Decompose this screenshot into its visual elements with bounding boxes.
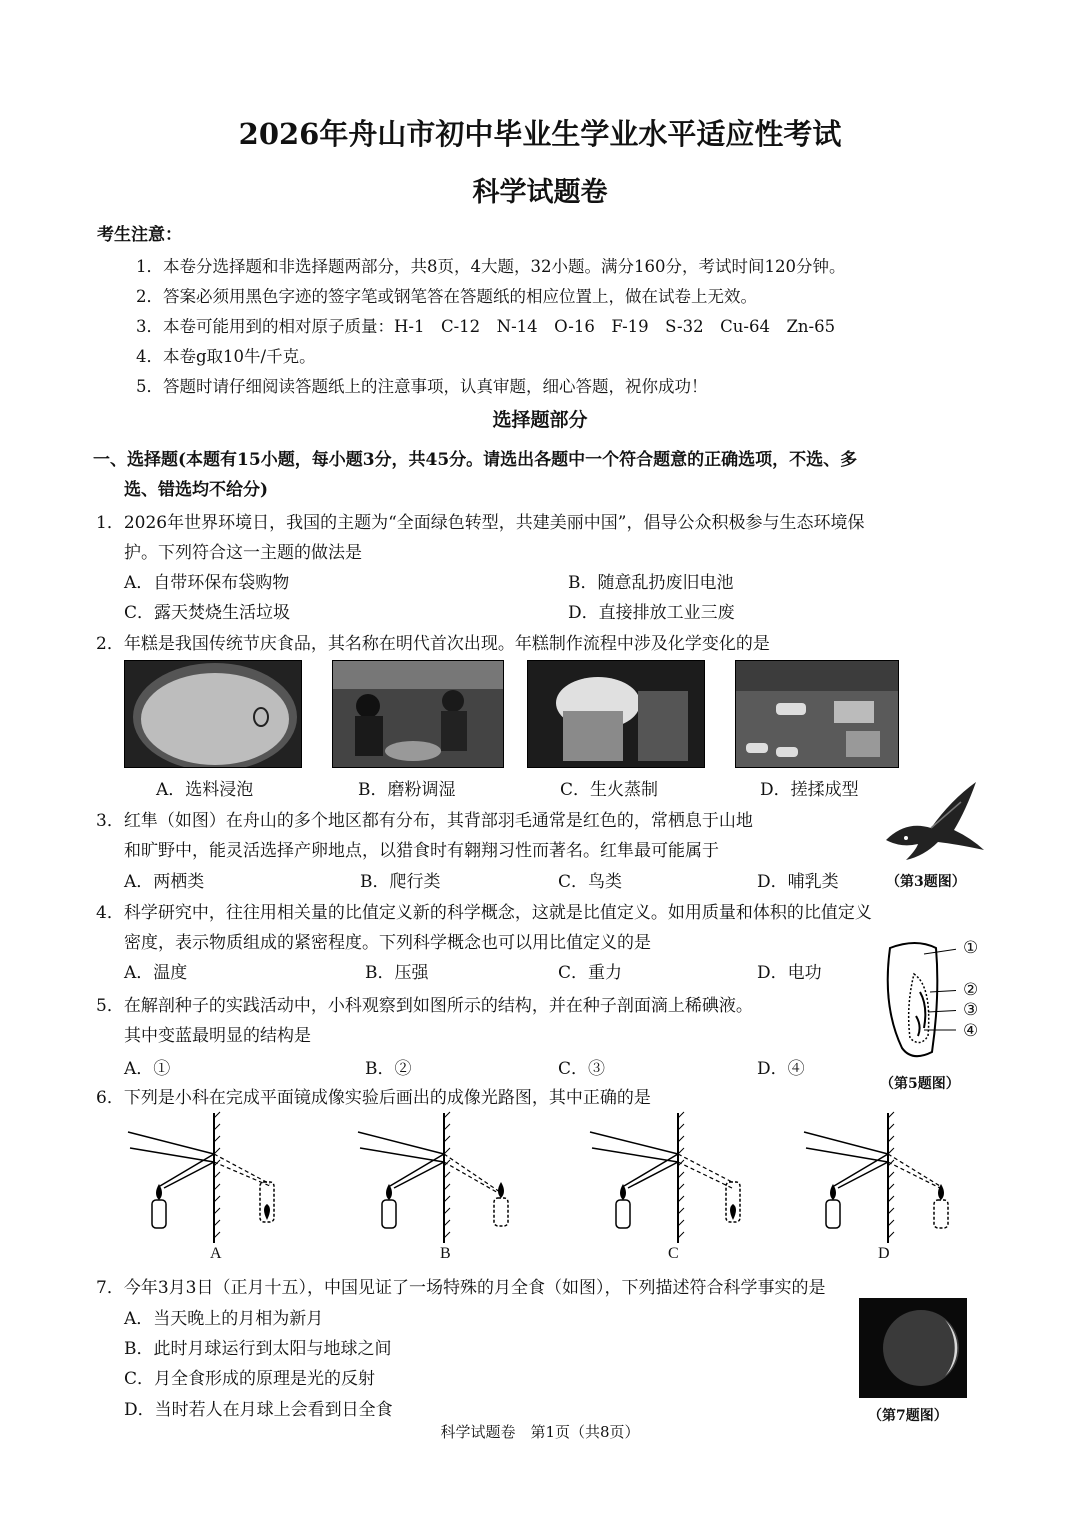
q6-label-b: B — [440, 1245, 451, 1262]
q6-label-a: A — [210, 1245, 222, 1262]
seed-label-4: ④ — [963, 1021, 979, 1041]
seed-label-2: ② — [963, 980, 979, 1000]
q3-option-d: D．哺乳类 — [757, 872, 839, 892]
q7-option-a: A．当天晚上的月相为新月 — [124, 1309, 324, 1329]
q1-option-c: C．露天焚烧生活垃圾 — [124, 603, 291, 623]
q4-stem-cont: 密度，表示物质组成的紧密程度。下列科学概念也可以用比值定义的是 — [124, 933, 651, 953]
q7-option-d: D．当时若人在月球上会看到日全食 — [124, 1400, 393, 1420]
q5-stem: 5．在解剖种子的实践活动中，小科观察到如图所示的结构，并在种子剖面滴上稀碘液。 — [96, 996, 753, 1016]
q1-option-a: A．自带环保布袋购物 — [124, 573, 290, 593]
q2-photo-b — [332, 660, 504, 768]
q4-option-b: B．压强 — [365, 963, 429, 983]
q3-option-a: A．两栖类 — [124, 872, 205, 892]
q5-option-d: D．④ — [757, 1059, 805, 1079]
q6-stem: 6．下列是小科在完成平面镜成像实验后画出的成像光路图，其中正确的是 — [96, 1088, 651, 1108]
q2-option-d: D．搓揉成型 — [760, 780, 859, 800]
q5-option-b: B．② — [365, 1059, 412, 1079]
q6-optics-diagram-d — [800, 1108, 980, 1248]
seed-label-1: ① — [963, 938, 979, 958]
q3-stem-cont: 和旷野中，能灵活选择产卵地点，以猎食时有翱翔习性而著名。红隼最可能属于 — [124, 841, 719, 861]
q3-figure-caption: （第3题图） — [886, 874, 966, 890]
q6-optics-diagram-b — [350, 1108, 530, 1248]
notice-heading: 考生注意： — [97, 225, 182, 245]
q2-stem: 2．年糕是我国传统节庆食品，其名称在明代首次出现。年糕制作流程中涉及化学变化的是 — [96, 634, 770, 654]
q3-option-b: B．爬行类 — [360, 872, 441, 892]
q5-option-c: C．③ — [558, 1059, 606, 1079]
q7-stem: 7．今年3月3日（正月十五），中国见证了一场特殊的月全食（如图），下列描述符合科学事实的是 — [96, 1278, 826, 1298]
q7-option-b: B．此时月球运行到太阳与地球之间 — [124, 1339, 392, 1359]
exam-subtitle: 科学试题卷 — [472, 177, 608, 208]
part-one-heading: 一、选择题(本题有15小题，每小题3分，共45分。请选出各题中一个符合题意的正确选项，不选、多 — [93, 450, 858, 470]
q2-option-b: B．磨粉调湿 — [358, 780, 456, 800]
q7-figure-caption: （第7题图） — [868, 1408, 948, 1424]
section-title: 选择题部分 — [492, 409, 588, 431]
part-one-heading-cont: 选、错选均不给分) — [124, 480, 269, 500]
q2-option-a: A．选料浸泡 — [156, 780, 254, 800]
q6-optics-diagram-c — [580, 1108, 760, 1248]
lunar-eclipse-image — [859, 1298, 967, 1398]
grinding-flour-image — [333, 661, 503, 767]
steaming-image — [528, 661, 704, 767]
notice-item: 4．本卷g取10牛/千克。 — [136, 347, 316, 366]
notice-item: 3．本卷可能用到的相对原子质量：H-1 C-12 N-14 O-16 F-19 S-32 Cu-64 Zn-65 — [136, 317, 836, 336]
q3-stem: 3．红隼（如图）在舟山的多个地区都有分布，其背部羽毛通常是红色的，常栖息于山地 — [96, 811, 753, 831]
kneading-image — [736, 661, 898, 767]
seed-label-3: ③ — [963, 1000, 979, 1020]
q4-stem: 4．科学研究中，往往用相关量的比值定义新的科学概念，这就是比值定义。如用质量和体积的比值定义 — [96, 903, 872, 923]
q1-option-b: B．随意乱扔废旧电池 — [568, 573, 734, 593]
q7-option-c: C．月全食形成的原理是光的反射 — [124, 1369, 376, 1389]
notice-item: 1．本卷分选择题和非选择题两部分，共8页，4大题，32小题。满分160分，考试时间120分钟。 — [136, 257, 846, 276]
q6-label-c: C — [668, 1245, 679, 1262]
seed-diagram-icon — [876, 936, 956, 1064]
q6-optics-diagram-a — [120, 1108, 300, 1248]
q1-stem: 1．2026年世界环境日，我国的主题为“全面绿色转型，共建美丽中国”，倡导公众积极参与生态环境保 — [96, 513, 865, 533]
q1-stem-cont: 护。下列符合这一主题的做法是 — [124, 543, 362, 563]
q5-option-a: A．① — [124, 1059, 171, 1079]
q5-stem-cont: 其中变蓝最明显的结构是 — [124, 1026, 311, 1046]
kestrel-bird-icon — [876, 780, 986, 866]
exam-title: 2026年舟山市初中毕业生学业水平适应性考试 — [238, 117, 842, 151]
q5-figure-caption: （第5题图） — [880, 1076, 960, 1092]
q2-photo-d — [735, 660, 899, 768]
soaking-rice-image — [125, 661, 301, 767]
notice-item: 2．答案必须用黑色字迹的签字笔或钢笔答在答题纸的相应位置上，做在试卷上无效。 — [136, 287, 757, 306]
q4-option-a: A．温度 — [124, 963, 188, 983]
q1-option-d: D．直接排放工业三废 — [568, 603, 735, 623]
q3-option-c: C．鸟类 — [558, 872, 623, 892]
q2-option-c: C．生火蒸制 — [560, 780, 659, 800]
page-footer: 科学试题卷 第1页（共8页） — [440, 1423, 640, 1441]
q4-option-d: D．电功 — [757, 963, 822, 983]
q2-photo-a — [124, 660, 302, 768]
notice-item: 5．答题时请仔细阅读答题纸上的注意事项，认真审题，细心答题，祝你成功！ — [136, 377, 708, 396]
q4-option-c: C．重力 — [558, 963, 623, 983]
q6-label-d: D — [878, 1245, 890, 1262]
q2-photo-c — [527, 660, 705, 768]
